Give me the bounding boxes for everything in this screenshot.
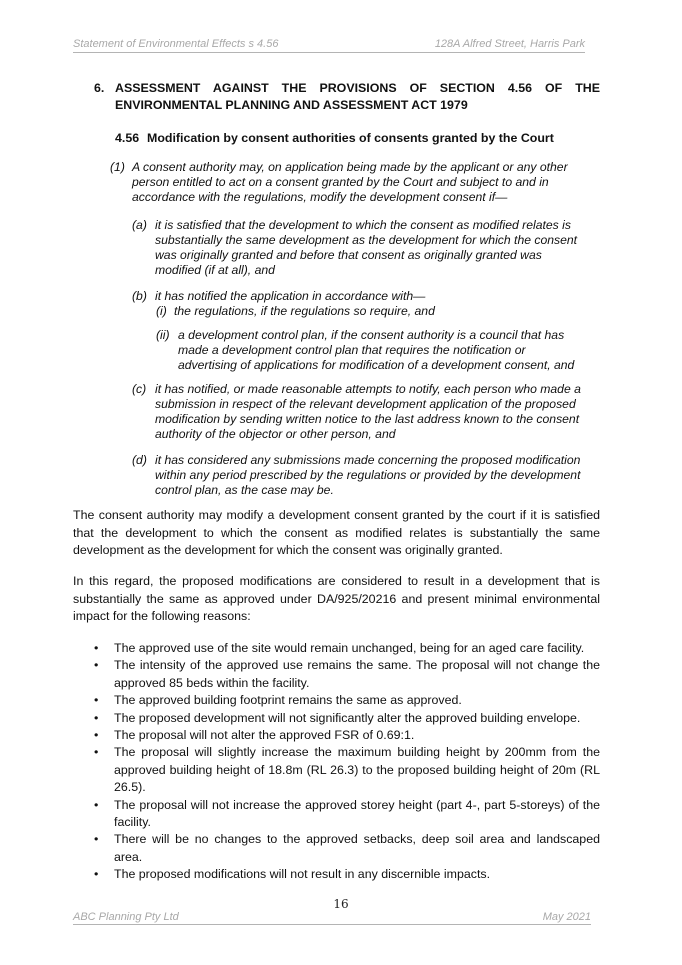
- item-line: it has considered any submissions made concerning the proposed modification: [155, 453, 581, 467]
- list-item-text: The proposal will not increase the approved storey height (part 4-, part 5-storeys) of the facility.: [114, 797, 600, 830]
- list-item-text: The approved building footprint remains the same as approved.: [114, 693, 462, 708]
- bullet-icon: •: [94, 745, 99, 760]
- bullet-icon: •: [94, 693, 99, 708]
- list-item-text: The approved use of the site would remain unchanged, being for an aged care facility.: [114, 641, 585, 655]
- item-line: was originally granted and before that consent as originally granted was: [155, 248, 542, 262]
- item-line: substantially the same development as the development for which the consent: [155, 233, 578, 247]
- list-item: [73, 640, 600, 657]
- section-title-line-2: ENVIRONMENTAL PLANNING AND ASSESSMENT ACT 1979: [115, 98, 468, 112]
- subsection-number: 4.56: [115, 131, 140, 145]
- clause-item-c: [132, 382, 612, 442]
- item-line: within any period prescribed by the regulations or provided by the development: [155, 468, 581, 482]
- clause-item-a: [132, 218, 612, 278]
- bullet-icon: •: [94, 797, 99, 812]
- page-footer: [73, 910, 591, 925]
- subitem-line: a development control plan, if the consent authority is a council that has: [178, 328, 565, 342]
- subitem-label: (ii): [156, 328, 170, 342]
- bullet-icon: •: [94, 641, 99, 655]
- item-line: control plan, as the case may be.: [155, 483, 334, 497]
- list-item-text: The proposed modifications will not result in any discernible impacts.: [114, 867, 491, 882]
- header-document-title: Statement of Environmental Effects s 4.56: [73, 38, 279, 50]
- page-header: [73, 37, 585, 53]
- bullet-icon: •: [94, 867, 99, 882]
- subsection-heading: [115, 130, 554, 147]
- section-heading: [94, 80, 600, 114]
- list-item: [73, 866, 600, 883]
- list-item: [73, 831, 600, 866]
- page-number: 16: [333, 897, 349, 911]
- clause-line: person entitled to act on a consent granted by the Court and subject to and in: [132, 175, 549, 189]
- list-item: [73, 710, 600, 727]
- header-address: 128A Alfred Street, Harris Park: [434, 38, 585, 50]
- bullet-icon: •: [94, 658, 99, 673]
- bullet-icon: •: [94, 728, 99, 743]
- list-item-text: The proposal will not alter the approved FSR of 0.69:1.: [114, 728, 415, 743]
- clause-subitem-ii: [156, 328, 606, 373]
- clause-item-d: [132, 453, 612, 498]
- item-label: (c): [132, 382, 147, 396]
- bullet-icon: •: [94, 710, 99, 725]
- section-title-line-1: ASSESSMENT AGAINST THE PROVISIONS OF SECTION 4.56 OF THE: [115, 81, 600, 95]
- section-number: 6.: [94, 81, 105, 95]
- item-line: it has notified, or made reasonable attempts to notify, each person who made a: [155, 382, 581, 396]
- footer-date: May 2021: [542, 911, 591, 923]
- subitem-label: (i): [156, 304, 167, 318]
- clause-line: accordance with the regulations, modify the development consent if—: [132, 190, 508, 204]
- list-item-text: There will be no changes to the approved setbacks, deep soil area and landscaped area.: [114, 832, 600, 864]
- body-paragraph: In this regard, the proposed modifications are considered to result in a development that is substantially the same as approved under DA/925/20216 and present minimal environmental impact for the following reasons:: [73, 574, 600, 623]
- list-item: [73, 692, 600, 709]
- item-line: it is satisfied that the development to which the consent as modified relates is: [155, 218, 571, 232]
- footer-company: ABC Planning Pty Ltd: [73, 911, 179, 923]
- item-label: (b): [132, 289, 147, 303]
- item-line: submission in respect of the relevant development application of the proposed: [155, 397, 576, 411]
- list-item: [73, 657, 600, 692]
- item-label: (d): [132, 453, 147, 467]
- clause-line: A consent authority may, on application being made by the applicant or any other: [132, 160, 568, 174]
- subitem-line: advertising of applications for modification of a development consent, and: [178, 358, 575, 372]
- item-line: modification by sending written notice to the last address known to the consent: [155, 412, 580, 426]
- bullet-icon: •: [94, 832, 99, 847]
- list-item: [73, 744, 600, 796]
- list-item: [73, 727, 600, 744]
- subitem-line: the regulations, if the regulations so require, and: [174, 304, 435, 318]
- subitem-line: made a development control plan that requires the notification or: [178, 343, 526, 357]
- list-item-text: The intensity of the approved use remains the same. The proposal will not change the approved 85 beds within the facility.: [114, 658, 600, 690]
- item-line: it has notified the application in accordance with—: [155, 289, 426, 303]
- subsection-title: Modification by consent authorities of consents granted by the Court: [147, 131, 554, 145]
- reasons-list: [73, 640, 600, 884]
- clause-subitem-i: [156, 304, 606, 319]
- list-item: [73, 797, 600, 832]
- clause-label: (1): [110, 160, 125, 174]
- item-line: modified (if at all), and: [155, 263, 275, 277]
- list-item-text: The proposed development will not significantly alter the approved building envelope.: [114, 710, 581, 725]
- clause-item-b: [132, 289, 612, 304]
- list-item-text: The proposal will slightly increase the maximum building height by 200mm from the approved building height of 18.8m (RL 26.3) to the proposed building height of 20m (RL 26.5).: [114, 745, 600, 795]
- item-line: authority of the objector or other person, and: [155, 427, 396, 441]
- body-paragraph: The consent authority may modify a development consent granted by the court if it is satisfied that the development to which the consent as modified relates is substantially the same development as the development for which the consent was originally granted.: [73, 508, 600, 557]
- clause-1: [110, 160, 610, 205]
- item-label: (a): [132, 218, 147, 232]
